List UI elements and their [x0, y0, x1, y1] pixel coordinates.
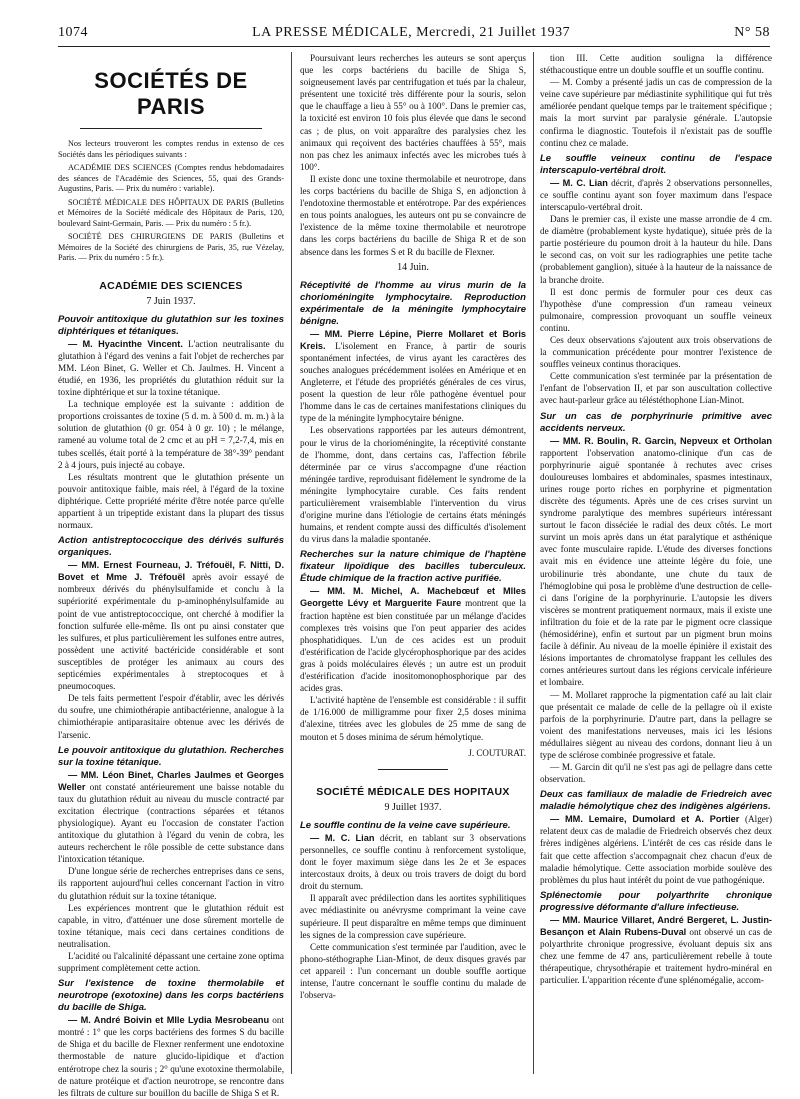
section-heading: SOCIÉTÉS DE PARIS	[94, 68, 248, 119]
divider	[80, 128, 262, 129]
paragraph: Il est donc permis de formuler pour ces deux cas l'hypothèse d'une compression d'un rameau veineux pulmonaire, compression provoquant un souffle veineux continu.	[540, 286, 772, 333]
paragraph: ont constaté antérieurement une baisse notable du taux du glutathion réduit au niveau du muscle contracté par excitation électrique (contractions séparées et tétanos physiologique). Ayant eu l'occasion de constater l'action antitoxique du glutathion à l'égard du venin de cobra, les auteurs recherchent le rôle possible de cette substance dans l'intoxication tétanique.	[58, 781, 284, 865]
article-title: Sur un cas de porphyrinurie primitive avec accidents nerveux.	[540, 410, 772, 434]
article-title: Splénectomie pour polyarthrite chronique progressive déformante d'allure infectieuse.	[540, 889, 772, 913]
page-number: 1074	[58, 25, 88, 40]
publication-entry: SOCIÉTÉ DES CHIRURGIENS DE PARIS (Bulletins et Mémoires de la Société des chirurgiens de Paris, 35, rue Vézelay, Paris. — Prix du numéro : 5 fr.).	[58, 232, 284, 262]
paragraph: décrit, en tablant sur 3 observations personnelles, ce souffle continu à renforcement systolique, dont le foyer maximum siège dans les 2e et 3e espaces intercostaux droits, à deux ou trois travers de doigt du bord droit du sternum.	[300, 832, 526, 892]
paragraph: De tels faits permettent l'espoir d'établir, avec les dérivés du soufre, une chimiothérapie antibactérienne, analogue à la chimiothérapie antiparasitaire obtenue avec les dérivés de l'arsenic.	[58, 693, 284, 740]
paragraph: Les résultats montrent que le glutathion présente un pouvoir antitoxique faible, mais réel, à l'égard de la toxine diphtérique. Cette propriété mérite d'être notée parce qu'elle appartient à un tripeptide existant dans la plupart des tissus normaux.	[58, 471, 284, 531]
article-authors: — MM. Ernest Fourneau, J. Tréfouël, F. Nitti, D. Bovet et Mme J. Tréfouël	[58, 560, 284, 583]
column-rule	[291, 52, 292, 1074]
paragraph: Dans le premier cas, il existe une masse arrondie de 4 cm. de diamètre (probablement kyste hydatique), située près de la partie postérieure du poumon droit à la hauteur du hile. Dans le second cas, on voit sur les radiographies une petite tache (probablement ganglion), située à la hauteur de la naissance de la branche droite.	[540, 214, 772, 285]
paragraph: — M. Garcin dit qu'il ne s'est pas agi de pellagre dans cette observation.	[540, 762, 772, 785]
paragraph: ont montré : 1° que les corps bactériens des formes S du bacille de Shiga et du bacille de Flexner renferment une endotoxine thermostable de nature glucido-lipidique et d'action entérotrope chez la souris ; 2° qu'une exotoxine thermolabile, de nature protéique et d'action neurotrope, se rencontre dans les filtrats de culture sur bouillon du bacille de Shiga S et R.	[58, 1015, 284, 1098]
paragraph: — M. Comby a présenté jadis un cas de compression de la veine cave supérieure par médiastinite syphilitique qui fut très améliorée pendant quelque temps par le traitement spécifique ; mais la mort survint par paralysie générale. L'autopsie confirma le diagnostic. Toutefois il n'existait pas de souffle continu chez ce malade.	[540, 77, 772, 148]
paragraph: L'action neutralisante du glutathion à l'égard des venins a fait l'objet de recherches par MM. Léon Binet, G. Weller et Ch. Jaulmes. H. Vincent a étudié, en 1936, les propriétés du glutathion réduit sur la toxine diphtérique et sur la toxine tétanique.	[58, 338, 285, 398]
paragraph: rapportent l'observation anatomo-clinique d'un cas de porphyrinurie aiguë spontanée à rechutes avec crises douloureuses lombaires et abdominales, spasmes intestinaux, urines rouge porto riches en porphyrine et pigmentation discrète des téguments. Après une de ces crises survint un syndrome paralytique des membres supérieurs intéressant surtout le facon disséciée le radial des deux côtés. Le mort survint un mois après dans un état paralytique et asthénique avec fonte musculaire rapide. L'étude des diverses fonctions avait mis en évidence une atteinte légère du foie, une urobilinurie très abondante, une chute du taux de l'hémoglobine qui posa le problème d'une destruction de celle-ci dans l'origine de la porphyrinurie. L'autopsie les divers viscères se montrent pratiquement normaux, mais il existe une infiltration du foie et de la rate par le pigment ocre classique (hémosidérine), enfin et surtout par un pigment brun moins facile à définir. Au niveau de la moelle épinière il existait des lésions importantes de chromatolyse frappant les cellules des cornes antérieures surtout dans les régions cervicale inférieure et lombaire.	[540, 447, 772, 688]
column-3	[540, 52, 772, 1074]
journal-title: LA PRESSE MÉDICALE, Mercredi, 21 Juillet 1937	[252, 25, 571, 40]
article-title: Le souffle continu de la veine cave supérieure.	[300, 819, 511, 831]
paragraph: L'acidité ou l'alcalinité dépassant une certaine zone optima suppriment complètement cette action.	[58, 951, 284, 974]
article-authors: — MM. R. Boulin, R. Garcin, Nepveux et Ortholan	[550, 435, 772, 446]
paragraph: D'une longue série de recherches entreprises dans ce sens, ils rapportent aujourd'hui celles concernant l'action in vitro du glutathion réduit sur la toxine tétanique.	[58, 866, 284, 901]
paragraph: Cette communication s'est terminée par la présentation de l'enfant de l'observation II, et par son auscultation collective avec haut-parleur grâce au téléstéthophone Lian-Minot.	[540, 371, 772, 406]
article-authors: — M. C. Lian	[310, 832, 375, 843]
header-rule	[58, 46, 770, 47]
divider	[378, 769, 448, 770]
paragraph: après avoir essayé de nombreux dérivés du phénylsulfamide et conclu à la supériorité expérimentale du p-aminophénylsulfamide au point de vue antistreptococcique, ont cherché à modifier la fonction sulfurée elle-même. Ils ont pu ainsi constater que les sulfures, et plus particulièrement les sulfones entre autres, possèdent une activité bactéricide considérable et sont susceptibles de protéger les animaux au cours des septicémies expérimentales à streptocoques et à pneumocoques.	[58, 572, 284, 692]
session-date: 9 Juillet 1937.	[384, 801, 442, 813]
society-heading: ACADÉMIE DES SCIENCES	[99, 279, 243, 292]
paragraph: Les expériences montrent que le glutathion réduit est capable, in vitro, d'atténuer une dose sûrement mortelle de toxine tétanique, mais ceci dans certaines conditions de neutralisation.	[58, 902, 284, 949]
paragraph: Cette communication s'est terminée par l'audition, avec le phono-stéthographe Lian-Minot, de deux disques gravés par cet appareil : l'un concernant un double souffle aortique intense, l'autre concernant le souffle continu du malade de l'observa-	[300, 941, 526, 1001]
paragraph: Les observations rapportées par les auteurs démontrent, pour le virus de la chorioméningite, la réceptivité constante de l'homme, dont, dans certains cas, l'affection fébrile déterminée par ce virus s'accompagne d'une réaction méningée tardive, reproduisant fidèlement le syndrome de la méningite lymphocytaire curable. Ces faits rendent particulièrement vraisemblable l'intervention du virus d'origine murine dans l'étiologie de certains états méningés humains, et rendent compte aussi des difficultés d'isolement du virus dans la maladie spontanée.	[300, 425, 526, 545]
article-title: Réceptivité de l'homme au virus murin de la chorioméningite lymphocytaire. Reproduction expérimentale de la méningite lymphocytaire bénigne.	[300, 279, 526, 327]
paragraph: Ces deux observations s'ajoutent aux trois observations de la communication précédente pour montrer l'existence de souffles veineux continus thoraciques.	[540, 334, 772, 370]
article-title: Deux cas familiaux de maladie de Friedreich avec maladie hémolytique chez des indigènes algériens.	[540, 789, 772, 813]
paragraph: L'isolement en France, à partir de souris spontanément infectées, de virus ayant les caractères des souches analogues précédemment isolées en Amérique et en Angleterre, et l'étude des propriétés générales de ces virus, posent la question de leur rôle pathogène éventuel pour l'homme dans le cas de certaines manifestations cliniques du type de la méningite lymphocytaire bénigne.	[300, 340, 526, 424]
paragraph: montrent que la fraction haptène est bien constituée par un mélange d'acides complexes très voisins que l'on peut apparier des acides phosphatidiques. L'un de ces acides est un produit d'estérification de l'acide glycérophosphorique par des acides gras à poids moléculaires élevés ; un autre est un produit d'estérification d'acide inositomonophosphorique par des acides gras.	[300, 598, 527, 694]
article-title: Recherches sur la nature chimique de l'haptène fixateur lipoïdique des bacilles tuberculeux. Étude chimique de la fraction active purifiée.	[300, 549, 526, 585]
paragraph: (Alger) relatent deux cas de maladie de Friedreich observés chez deux frères indigènes algériens. L'intérêt de ces cas réside dans le fait que cette affection s'accompagnait chez chacun d'eux de maladie hémolytique. Cette association morbide soulève des problèmes du plus haut intérêt du point de vue pathogénique.	[540, 814, 773, 885]
column-1	[58, 52, 285, 1098]
paragraph: La technique employée est la suivante : addition de proportions croissantes de toxine (5 d. m. à 500 d. m. m.) à la solution de glutathion (0 gr. 054 à 0 gr. 10) ; le mélange, ramené au volume total de 2 cmc et au pH = 7,2-7,4, mis en tubes scellés, était porté à la température de 38°-39° pendant 2 à 4 jours, puis injecté au cobaye.	[58, 399, 284, 470]
session-date: 14 Juin.	[397, 261, 429, 273]
article-authors: — MM. Maurice Villaret, André Bergeret, L. Justin-Besançon et Alain Rubens-Duval	[540, 914, 772, 937]
paragraph: tion III. Cette audition souligna la différence stéthacoustique entre un double souffle et un souffle continu.	[540, 53, 772, 76]
paragraph: ont observé un cas de polyarthrite chronique progressive, évoluant depuis six ans chez une femme de 47 ans, particulièrement rebelle à toute thérapeutique, chrysothérapie et traitement hydro-minéral en particulier. L'apparition récente d'une splénomégalie, accom-	[540, 926, 772, 986]
publication-entry: ACADÉMIE DES SCIENCES (Comptes rendus hebdomadaires des séances de l'Académie des Sciences, 55, quai des Grands-Augustins, Paris. — Prix du numéro : variable).	[58, 163, 284, 193]
article-authors: — M. Hyacinthe Vincent.	[68, 338, 183, 349]
article-authors: — MM. M. Michel, A. Machebœuf et Mlles Georgette Lévy et Marguerite Faure	[300, 586, 526, 609]
issue-number: N° 58	[734, 25, 770, 40]
article-title: Sur l'existence de toxine thermolabile et neurotrope (exotoxine) dans les corps bactériens du bacille de Shiga.	[58, 978, 284, 1014]
intro-block	[58, 139, 284, 264]
article-title: Le pouvoir antitoxique du glutathion. Recherches sur la toxine tétanique.	[58, 744, 284, 768]
paragraph: décrit, d'après 2 observations personnelles, ce souffle continu ayant son foyer maximum dans l'espace interscapulo-vertébral droit.	[540, 177, 773, 212]
publication-entry: SOCIÉTÉ MÉDICALE DES HÔPITAUX DE PARIS (Bulletins et Mémoires de la Société médicale des Hôpitaux de Paris, 120, boulevard Saint-Germain, Paris. — Prix du numéro : 5 fr.).	[58, 197, 284, 228]
page-header	[58, 22, 770, 44]
article-title: Le souffle veineux continu de l'espace interscapulo-vertébral droit.	[540, 152, 772, 176]
paragraph: Il existe donc une toxine thermolabile et neurotrope, dans les corps bactériens du bacille de Shiga S, en adjonction à l'endotoxine thermostable et entérotrope. Par des expériences en tous points analogues, les auteurs ont pu se convaincre de l'existence de la même toxine thermolabile et neurotrope dans les corps bactériens du bacille de Shiga R et de son absence dans les formes S et R du bacille de Flexner.	[300, 173, 526, 257]
paragraph: Il apparaît avec prédilection dans les aortites syphilitiques avec médiastinite ou anévrysme comprimant la veine cave supérieure. Il peut disparaître en même temps que diminuent les signes de la compression cave supérieure.	[300, 893, 526, 940]
intro-text: Nos lecteurs trouveront les comptes rendus in extenso de ces Sociétés dans les périodiques suivants :	[58, 139, 284, 159]
column-rule	[533, 52, 534, 1074]
article-title: Action antistreptococcique des dérivés sulfurés organiques.	[58, 535, 284, 559]
article-authors: — MM. Pierre Lépine, Pierre Mollaret et Boris Kreis.	[300, 328, 526, 351]
paragraph: L'activité haptène de l'ensemble est considérable : il suffit de 1/16.000 de milligramme pour fixer 2,5 doses minima d'alexine, titrées avec les globules de 25 mme de sang de mouton et 5 doses minima de sérum hémolytique.	[300, 695, 526, 742]
article-authors: — MM. Léon Binet, Charles Jaulmes et Georges Weller	[58, 769, 284, 792]
article-authors: — M. C. Lian	[550, 177, 608, 188]
society-heading: SOCIÉTÉ MÉDICALE DES HOPITAUX	[316, 785, 510, 798]
paragraph: Poursuivant leurs recherches les auteurs se sont aperçus que les corps bactériens du bacille de Shiga S, soigneusement lavés par centrifugation et tués par la chaleur, présentent une toxicité très différente pour la souris, selon que le chauffage a lieu à 55° ou à 100°. Dans le premier cas, la toxicité est environ 10 fois plus élevée que dans le second cas ; de plus, on voit apparaître des paralysies chez les animaux qui reçoivent des bactéries chauffées à 55°, mais non pas chez les animaux infectés avec les microbes tués à 100°.	[300, 53, 526, 172]
article-authors: — MM. Lemaire, Dumolard et A. Portier	[550, 814, 740, 825]
column-2	[300, 52, 526, 1074]
article-authors: — M. André Boivin et Mlle Lydia Mesrobeanu	[68, 1015, 270, 1026]
signature: J. COUTURAT.	[468, 747, 526, 758]
article-title: Pouvoir antitoxique du glutathion sur les toxines diphtériques et tétaniques.	[58, 313, 284, 337]
paragraph: — M. Mollaret rapproche la pigmentation café au lait clair que présentait ce malade de celle de la pellagre où il existe parfois de la porphyrinurie. D'autre part, dans la pellagre se voient des manifestations nerveuses, mais ici les lésions médullaires siègent au niveau des cordons, donnant lieu à un type de sclérose combinée progressive et fatale.	[540, 689, 772, 760]
session-date: 7 Juin 1937.	[146, 295, 196, 307]
